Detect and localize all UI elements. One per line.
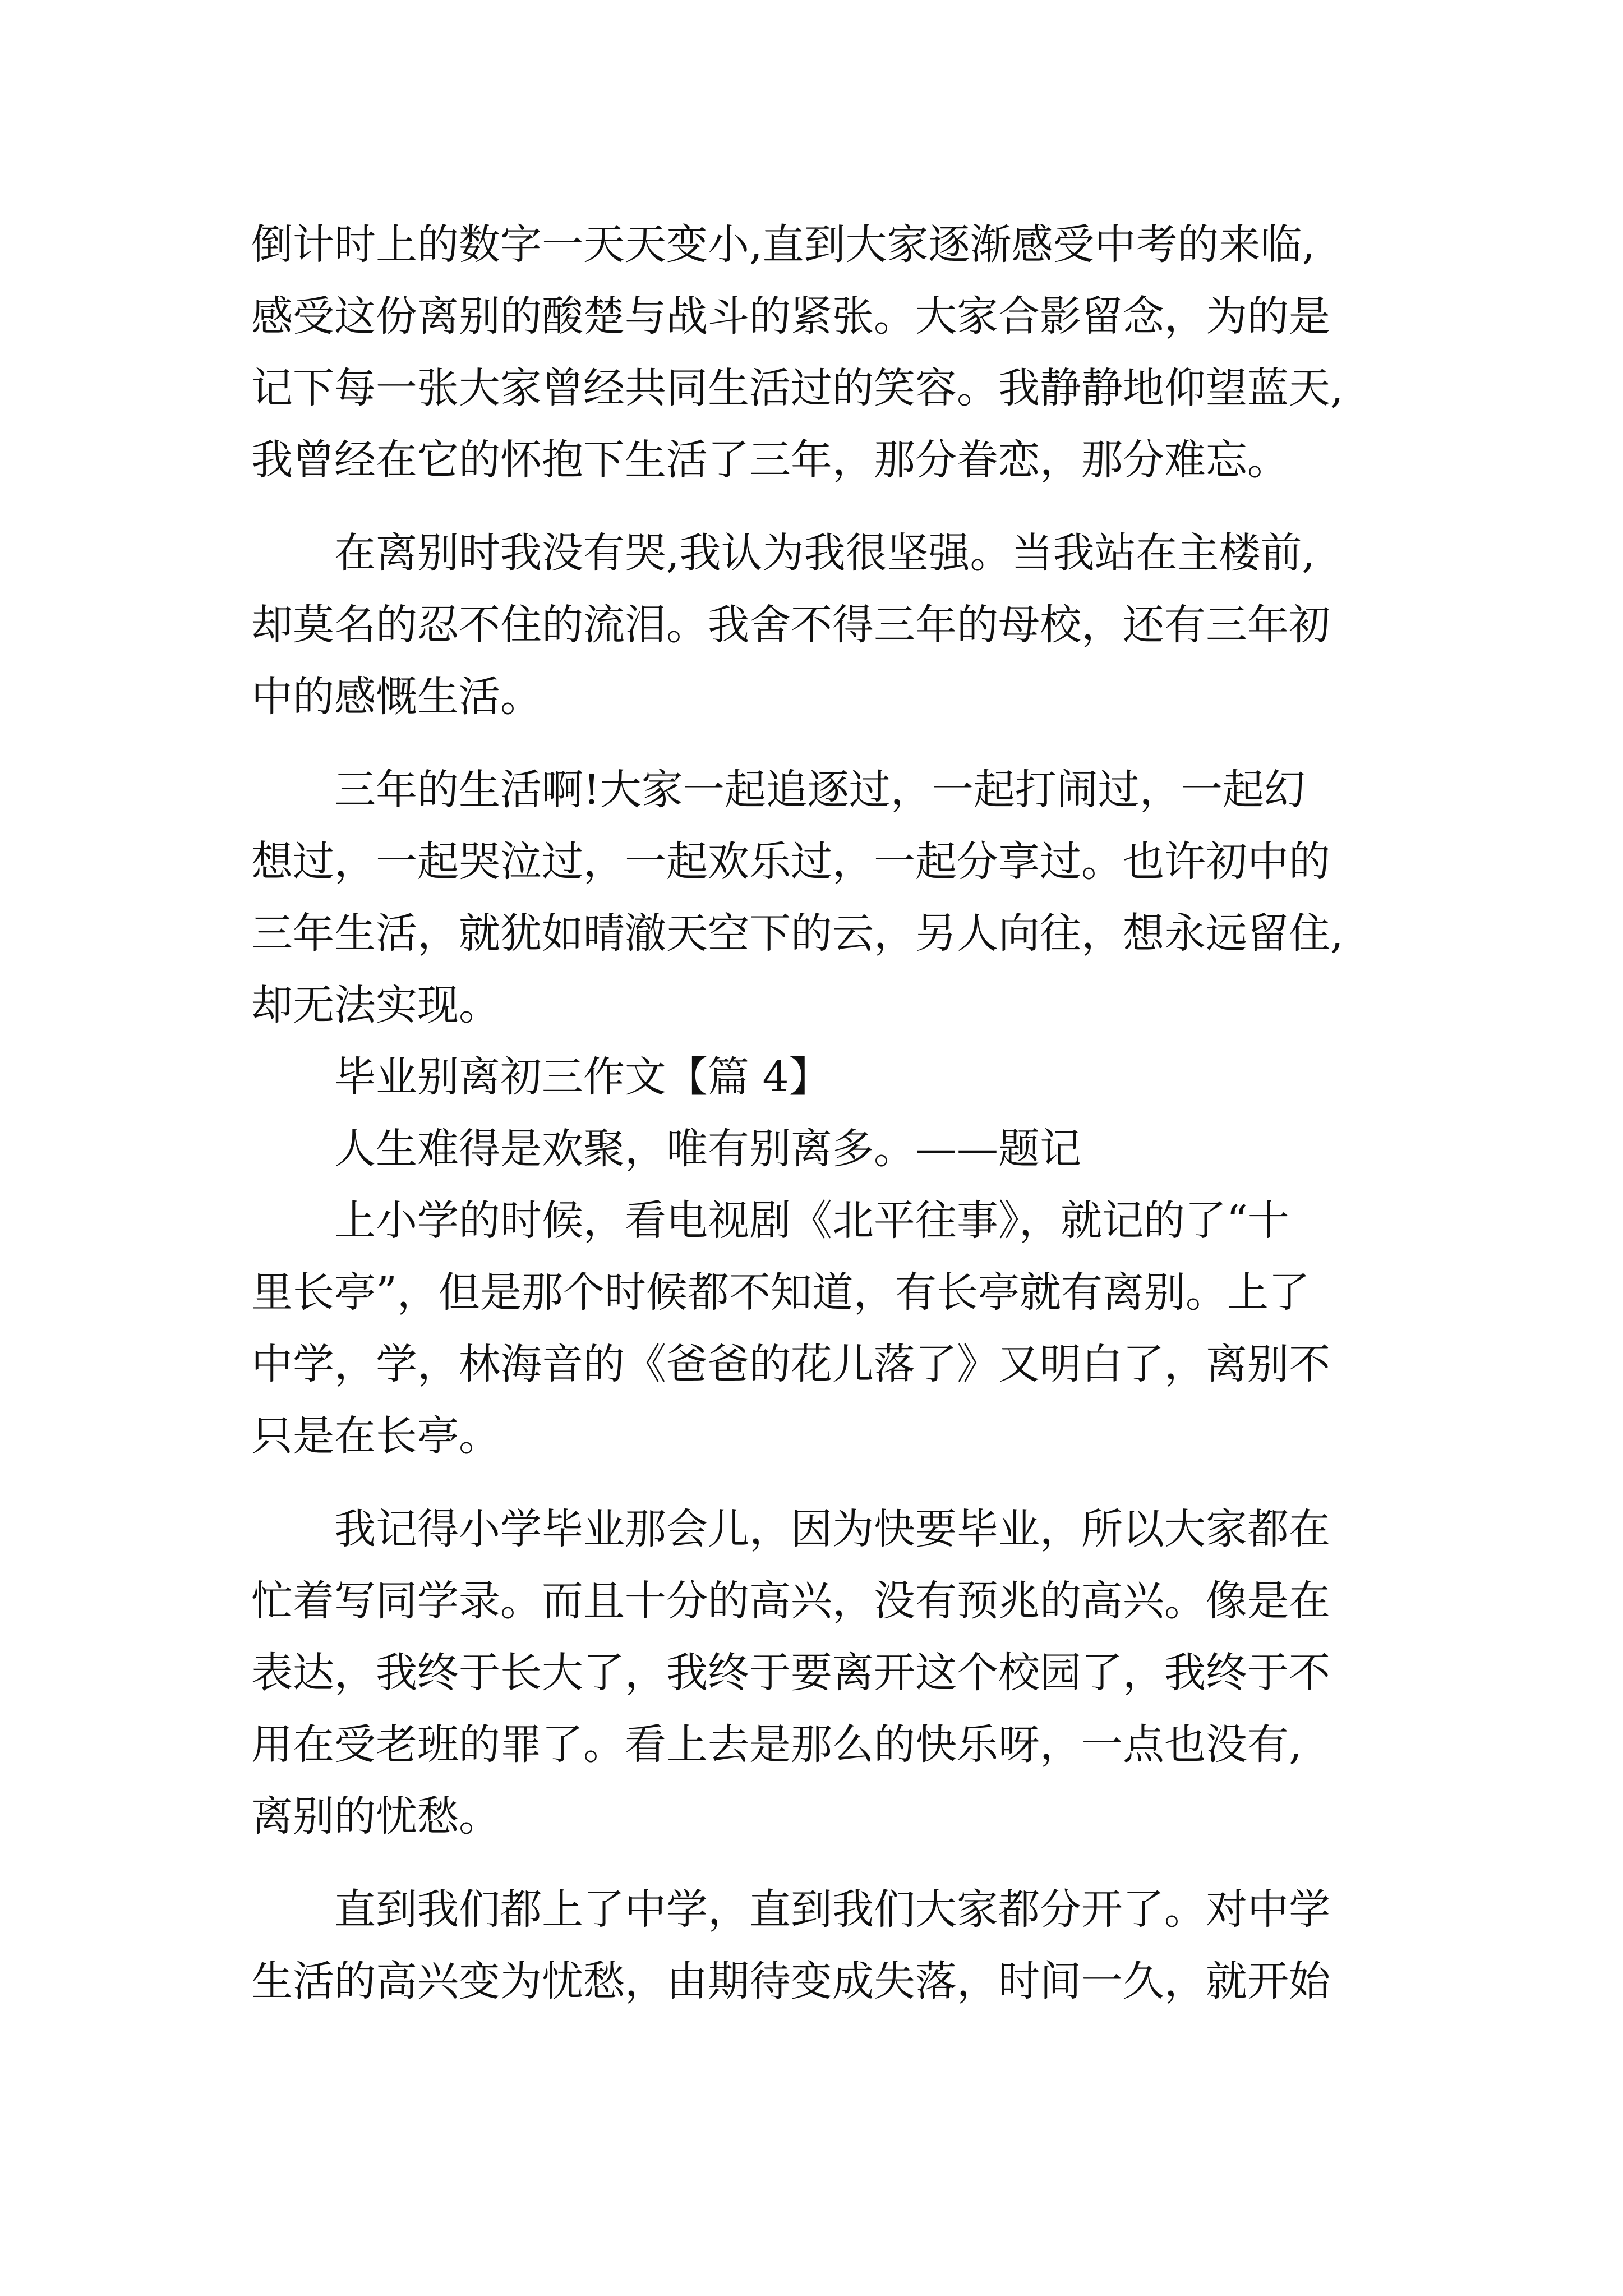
paragraph-3 bbox=[251, 754, 1429, 1041]
text-line: 我曾经在它的怀抱下生活了三年，那分眷恋，那分难忘。 bbox=[251, 436, 1289, 484]
text-line: 里长亭”，但是那个时候都不知道，有长亭就有离别。上了 bbox=[251, 1268, 1310, 1317]
text-line: 三年生活，就犹如晴澈天空下的云，另人向往，想永远留住, bbox=[251, 909, 1344, 958]
heading-line: 毕业别离初三作文【篇 4】 bbox=[334, 1053, 831, 1101]
text-line: 中学，学，林海音的《爸爸的花儿落了》又明白了，离别不 bbox=[251, 1340, 1330, 1388]
text-line: 直到我们都上了中学，直到我们大家都分开了。对中学 bbox=[334, 1885, 1330, 1934]
text-line: 在离别时我没有哭,我认为我很坚强。当我站在主楼前, bbox=[334, 529, 1316, 577]
text-line: 忙着写同学录。而且十分的高兴，没有预兆的高兴。像是在 bbox=[251, 1577, 1330, 1625]
text-line: 倒计时上的数字一天天变小,直到大家逐渐感受中考的来临, bbox=[251, 220, 1316, 269]
text-line: 中的感慨生活。 bbox=[251, 673, 542, 721]
text-line: 生活的高兴变为忧愁，由期待变成失落，时间一久，就开始 bbox=[251, 1957, 1330, 2005]
epigraph-line: 人生难得是欢聚，唯有别离多。——题记 bbox=[334, 1125, 1081, 1173]
paragraph-4 bbox=[251, 1185, 1429, 1472]
text-line: 上小学的时候，看电视剧《北平往事》，就记的了“十 bbox=[334, 1197, 1289, 1245]
text-line: 记下每一张大家曾经共同生活过的笑容。我静静地仰望蓝天, bbox=[251, 364, 1344, 412]
paragraph-1 bbox=[251, 209, 1429, 496]
paragraph-6 bbox=[251, 1874, 1429, 2017]
paragraph-5 bbox=[251, 1493, 1429, 1852]
document-body bbox=[251, 209, 1429, 2017]
section-heading bbox=[251, 1041, 1429, 1113]
paragraph-2 bbox=[251, 517, 1429, 733]
text-line: 三年的生活啊!大家一起追逐过，一起打闹过，一起幻 bbox=[334, 766, 1306, 814]
text-line: 表达，我终于长大了，我终于要离开这个校园了，我终于不 bbox=[251, 1649, 1330, 1697]
text-line: 感受这份离别的酸楚与战斗的紧张。大家合影留念，为的是 bbox=[251, 292, 1330, 341]
epigraph bbox=[251, 1113, 1429, 1185]
text-line: 却无法实现。 bbox=[251, 981, 500, 1029]
text-line: 想过，一起哭泣过，一起欢乐过，一起分享过。也许初中的 bbox=[251, 838, 1330, 886]
text-line: 离别的忧愁。 bbox=[251, 1792, 500, 1841]
text-line: 却莫名的忍不住的流泪。我舍不得三年的母校，还有三年初 bbox=[251, 601, 1330, 649]
text-line: 我记得小学毕业那会儿，因为快要毕业，所以大家都在 bbox=[334, 1505, 1330, 1553]
text-line: 只是在长亭。 bbox=[251, 1412, 500, 1460]
text-line: 用在受老班的罪了。看上去是那么的快乐呀，一点也没有, bbox=[251, 1720, 1302, 1769]
